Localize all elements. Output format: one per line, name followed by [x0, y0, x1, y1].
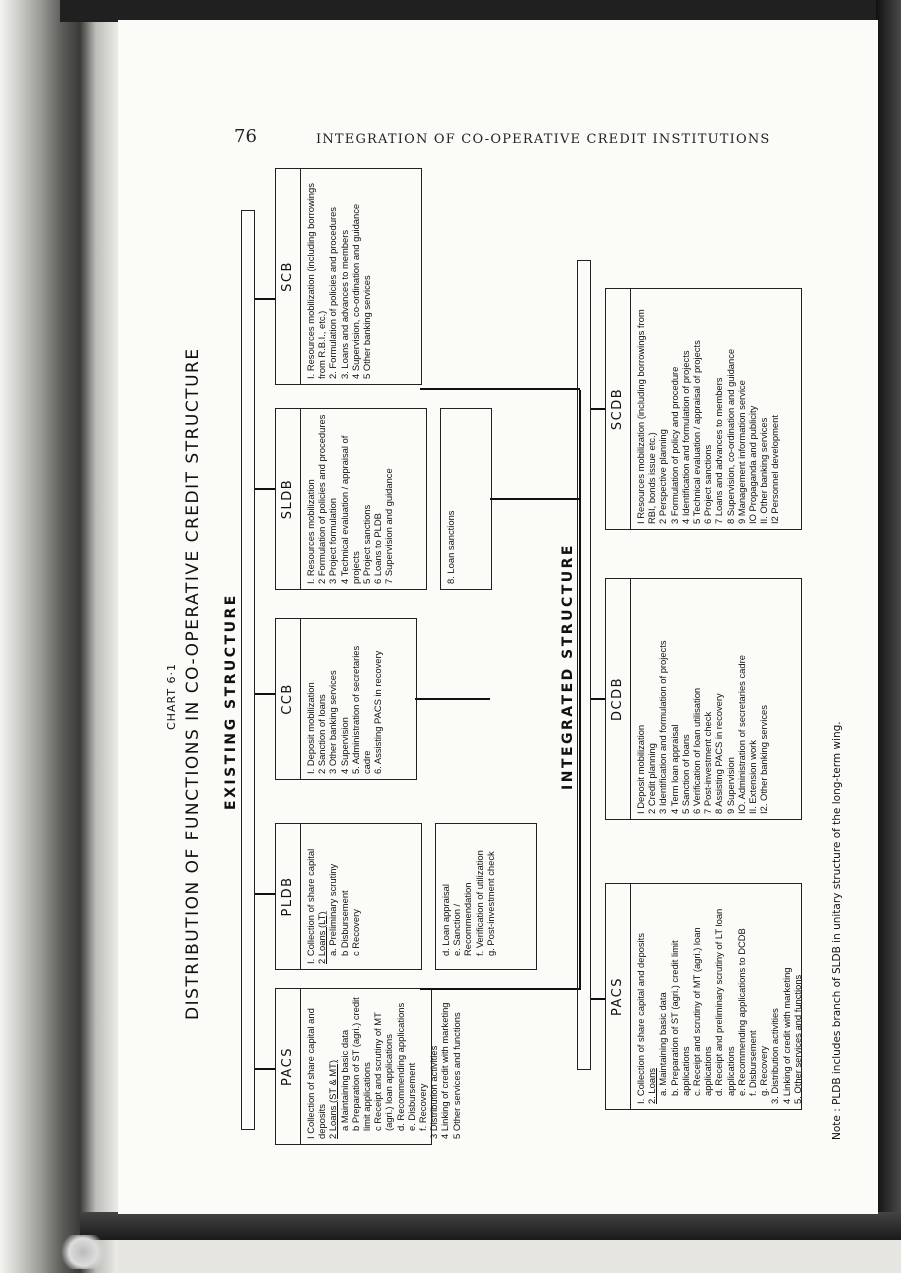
- list-item: 3 Distribution activities: [428, 1045, 440, 1139]
- list-item: d. Receipt and preliminary scrutiny of LT loan applications: [713, 908, 736, 1096]
- integrated-structure-title: INTEGRATED STRUCTURE: [560, 543, 576, 790]
- integrated-pacs-head: PACS: [606, 884, 631, 1109]
- list-item: 5 Other banking services: [361, 275, 373, 379]
- list-item: a Maintaining basic data: [338, 1029, 350, 1131]
- list-item: 4 Linking of credit with marketing: [780, 967, 792, 1104]
- list-item: g. Recovery: [758, 1045, 770, 1096]
- list-item: c Receipt and scrutiny of MT (agri.) loan applications: [372, 1012, 395, 1131]
- list-item: I. Collection of share capital and deposits: [635, 933, 646, 1104]
- page-number: 76: [234, 126, 257, 147]
- list-item: 3. Loans and advances to members: [338, 229, 350, 379]
- integrated-bus-line: [577, 260, 591, 1070]
- list-item: 3 Identification and formulation of projects: [657, 640, 669, 814]
- list-item: 9 Supervision: [724, 757, 736, 814]
- list-item: b. Preparation of ST (agri.) credit limit applications: [668, 940, 691, 1096]
- integrated-scdb-head: SCDB: [606, 289, 631, 529]
- list-item: f. Verification of utilization: [473, 850, 485, 956]
- list-item: c Recovery: [349, 909, 361, 956]
- scan-right-edge: [876, 0, 901, 1240]
- connector: [490, 498, 580, 500]
- connector: [255, 893, 277, 895]
- list-item: IO. Administration of secretaries cadre: [735, 655, 747, 814]
- list-item: d. Recommending applications: [394, 1002, 406, 1131]
- connector: [591, 698, 605, 700]
- existing-sldb-head: SLDB: [276, 409, 301, 589]
- connector: [420, 388, 580, 390]
- list-item: 8 Supervision, co-ordination and guidance: [724, 348, 736, 524]
- list-item: 4 Supervision: [338, 717, 350, 774]
- connector: [255, 488, 277, 490]
- scan-smudge: [60, 1235, 106, 1269]
- list-item: 3 Project formulation: [327, 498, 339, 584]
- list-item: I. Deposit mobilization: [305, 682, 316, 774]
- list-item: 4 Supervision, co-ordination and guidance: [349, 203, 361, 379]
- existing-sldb-extra-box: [440, 408, 492, 590]
- list-item: I Collection of share capital and deposits: [305, 1008, 328, 1139]
- connector: [591, 998, 605, 1000]
- list-item: a. Maintaining basic data: [657, 992, 669, 1096]
- list-item: I. Resources mobilization (including borrowings from R.B.I., etc.): [305, 183, 328, 379]
- list-item: 5 Technical evaluation / appraisal of projects: [691, 340, 703, 524]
- existing-bus-line: [241, 210, 255, 1130]
- list-item: 6 Project sanctions: [702, 444, 714, 524]
- existing-scb-box: [275, 168, 422, 385]
- connector: [255, 693, 277, 695]
- list-item: 8. Loan sanctions: [445, 510, 456, 584]
- connector: [255, 298, 277, 300]
- list-item: 2 Perspective planning: [657, 429, 669, 524]
- list-item: 2. Loans: [646, 1068, 658, 1104]
- existing-sldb-box: [275, 408, 427, 590]
- scan-bottom-edge: [80, 1212, 901, 1240]
- existing-pldb-head: PLDB: [276, 824, 301, 969]
- integrated-pacs-box: [605, 883, 802, 1110]
- connector: [255, 1068, 277, 1070]
- list-item: 3. Distribution activities: [769, 1008, 781, 1104]
- list-item: I2 Personnel development: [769, 415, 781, 524]
- list-item: 5 Project sanctions: [361, 504, 373, 584]
- list-item: 3 Formulation of policy and procedure: [668, 366, 680, 524]
- list-item: 3 Other banking services: [327, 670, 339, 774]
- list-item: e. Recommending applications to DCDB: [735, 928, 747, 1096]
- integrated-scdb-box: [605, 288, 802, 530]
- chart-label: CHART 6·1: [165, 662, 178, 730]
- list-item: I. Collection of share capital: [305, 848, 316, 964]
- list-item: 6 Loans to PLDB: [372, 513, 384, 584]
- list-item: 2 Sanction of loans: [316, 694, 328, 774]
- list-item: 7 Supervision and guidance: [383, 468, 395, 584]
- integrated-dcdb-box: [605, 578, 802, 820]
- list-item: I Resources mobilization (including borrowings from RBI, bonds issue etc.): [635, 309, 658, 524]
- list-item: 2 Formulation of policies and procedures: [316, 414, 328, 584]
- list-item: 4 Term loan appraisal: [668, 724, 680, 814]
- list-item: d. Loan appraisal: [440, 884, 451, 956]
- list-item: 8 Assisting PACS in recovery: [713, 693, 725, 814]
- existing-pldb-box: [275, 823, 422, 970]
- connector: [415, 698, 490, 700]
- existing-pacs-box: [275, 988, 462, 1145]
- list-item: 6 Verification of loan utilisation: [691, 687, 703, 814]
- list-item: 7 Loans and advances to members: [713, 377, 725, 524]
- connector: [591, 408, 605, 410]
- existing-ccb-head: CCB: [276, 619, 301, 779]
- list-item: 5 Sanction of loans: [679, 734, 691, 814]
- list-item: e. Sanction / Recommendation: [451, 882, 474, 956]
- connector: [420, 988, 580, 990]
- list-item: 2. Formulation of policies and procedures: [327, 207, 339, 379]
- book-binding-shadow: [0, 0, 118, 1273]
- integrated-dcdb-head: DCDB: [606, 579, 631, 819]
- rotated-chart: [155, 150, 855, 1150]
- existing-structure-title: EXISTING STRUCTURE: [223, 593, 239, 810]
- list-item: I Deposit mobilization: [635, 724, 646, 814]
- list-item: 2 Loans (ST & MT): [327, 1059, 339, 1139]
- list-item: b Disbursement: [338, 890, 350, 956]
- list-item: 4 Technical evaluation / appraisal of projects: [338, 435, 361, 584]
- list-item: 2 Loans (LT): [316, 911, 328, 964]
- list-item: b Preparation of ST (agri.) credit limit applications: [349, 997, 373, 1131]
- list-item: 4 Linking of credit with marketing: [439, 1002, 451, 1139]
- chart-title: DISTRIBUTION OF FUNCTIONS IN CO-OPERATIVE CREDIT STRUCTURE: [183, 347, 203, 1020]
- list-item: f. Disbursement: [747, 1030, 759, 1096]
- list-item: f. Recovery: [417, 1083, 429, 1131]
- list-item: g. Post-investment check: [484, 851, 496, 956]
- list-item: 4 Identification and formulation of projects: [679, 350, 691, 524]
- list-item: IO Propaganda and publicity: [747, 405, 759, 524]
- existing-pldb-extra-box: [435, 823, 537, 970]
- list-item: 2 Credit planning: [646, 743, 658, 814]
- list-item: 5 Other services and functions: [450, 1012, 462, 1139]
- list-item: 5. Administration of secretaries cadre: [349, 645, 373, 774]
- list-item: 9 Management information service: [735, 380, 747, 524]
- existing-scb-head: SCB: [276, 169, 301, 384]
- chart-note: Note : PLDB includes branch of SLDB in unitary structure of the long-term wing.: [831, 721, 843, 1140]
- list-item: II. Extension work: [747, 740, 759, 814]
- existing-ccb-box: [275, 618, 417, 780]
- list-item: I2. Other banking services: [758, 705, 770, 814]
- list-item: II. Other banking services: [758, 417, 770, 524]
- list-item: a. Preliminary scrutiny: [327, 863, 339, 956]
- list-item: c. Receipt and scrutiny of MT (agri.) loan applications: [691, 927, 714, 1096]
- list-item: 6. Assisting PACS in recovery: [372, 650, 384, 774]
- running-head: INTEGRATION OF CO-OPERATIVE CREDIT INSTITUTIONS: [316, 132, 771, 147]
- existing-pacs-head: PACS: [276, 989, 301, 1144]
- list-item: I. Resources mobilization: [305, 479, 316, 584]
- list-item: 7 Post-investment check: [702, 711, 714, 814]
- scan-top-edge: [60, 0, 901, 22]
- list-item: e. Disbursement: [405, 1062, 417, 1131]
- list-item: 5. Other services and functions: [791, 974, 803, 1104]
